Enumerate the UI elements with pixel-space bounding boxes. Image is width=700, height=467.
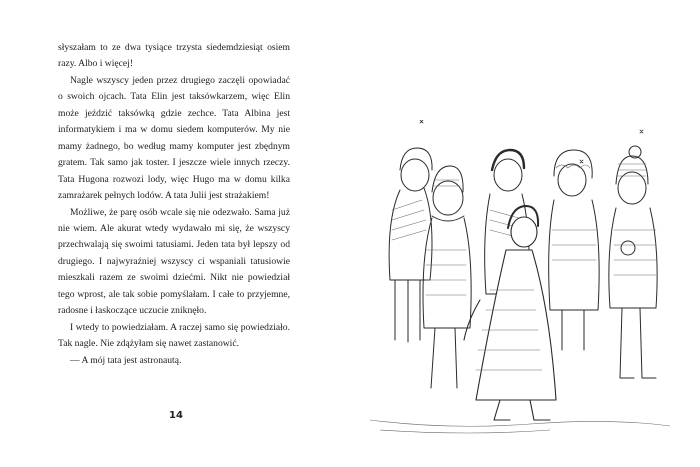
paragraph-4: I wtedy to powiedziałam. A raczej samo się powiedziało. Tak nagle. Nie zdążyłam się nawet zastanowić. — [58, 321, 290, 350]
page-number: 14 — [169, 410, 183, 421]
paragraph-3: Możliwe, że parę osób wcale się nie odezwało. Sama już nie wiem. Ale akurat wtedy wydawało mi się, że wszyscy przechwalają się swoimi tatusiami. Jeden tata był lepszy od drugiego. I najwyraźniej wszyscy ci wspaniali tatusiowie mieszkali razem ze swoimi dziećmi. Nikt nie powiedział tego wprost, ale tak sobie pomyślałam. I całe to przyjemne, radosne i łaskoczące uczucie zniknęło. — [58, 206, 290, 317]
page-text — [58, 40, 290, 369]
paragraph-5: — A mój tata jest astronautą. — [70, 354, 182, 366]
paragraph-2: Nagle wszyscy jeden przez drugiego zaczęli opowiadać o swoich ojcach. Tata Elin jest taksówkarzem, więc Elin może jeździć taksówką gdzie zechce. Tata Albina jest informatykiem i ma w domu siedem komputerów. My nie mamy żadnego, bo według mamy komputer jest zbędnym gratem. Tak samo jak toster. I jeszcze wiele innych rzeczy. Tata Hugona rozwozi lody, więc Hugo ma w domu kilka zamrażarek pełnych lodów. A tata Julii jest strażakiem! — [58, 74, 290, 202]
paragraph-1: słyszałam to ze dwa tysiące trzysta siedemdziesiąt osiem razy. Albo i więcej! — [58, 42, 290, 70]
pencil-sketch-children — [340, 120, 680, 460]
children-illustration — [340, 120, 680, 460]
